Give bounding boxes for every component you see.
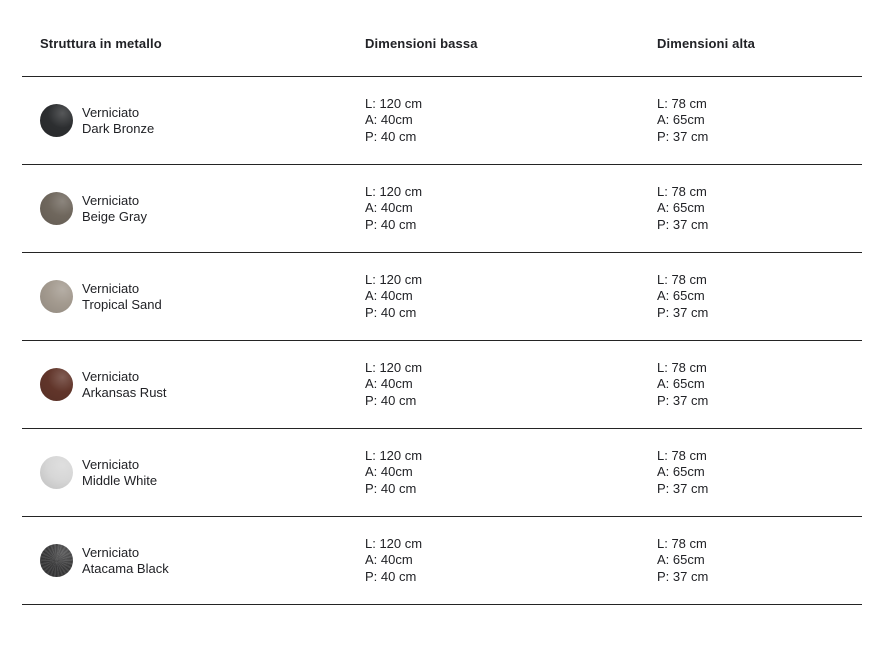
finish-name-line1: Verniciato xyxy=(82,544,140,560)
dimension-length: L: 120 cm xyxy=(365,183,423,199)
dimension-height: A: 65cm xyxy=(657,112,705,128)
dimension-length: L: 78 cm xyxy=(657,95,707,111)
dimension-length: L: 78 cm xyxy=(657,359,707,375)
dimensions-low-cell xyxy=(365,448,657,498)
header-dimensions-low-column: Dimensioni bassa xyxy=(365,35,478,51)
dimension-height: A: 40cm xyxy=(365,376,413,392)
finish-name-line2: Beige Gray xyxy=(82,208,148,224)
dimensions-high-cell xyxy=(657,360,862,410)
header-dimensions-high-column: Dimensioni alta xyxy=(657,35,756,51)
dimension-length: L: 120 cm xyxy=(365,359,423,375)
dimension-depth: P: 40 cm xyxy=(365,216,417,232)
dimension-height: A: 40cm xyxy=(365,112,413,128)
dimension-depth: P: 37 cm xyxy=(657,216,709,232)
dimension-depth: P: 37 cm xyxy=(657,568,709,584)
table-row xyxy=(22,165,862,253)
dimension-height: A: 65cm xyxy=(657,552,705,568)
finish-label xyxy=(82,193,147,225)
finish-label xyxy=(82,457,157,489)
dimensions-low-cell xyxy=(365,272,657,322)
dimension-depth: P: 37 cm xyxy=(657,392,709,408)
dimension-depth: P: 40 cm xyxy=(365,392,417,408)
color-swatch-icon xyxy=(40,192,73,225)
finish-name-line1: Verniciato xyxy=(82,104,140,120)
table-row xyxy=(22,253,862,341)
dimension-height: A: 40cm xyxy=(365,552,413,568)
dimension-height: A: 40cm xyxy=(365,464,413,480)
dimensions-high-cell xyxy=(657,272,862,322)
finish-name-line2: Middle White xyxy=(82,472,158,488)
finish-cell xyxy=(40,280,365,313)
dimension-depth: P: 37 cm xyxy=(657,480,709,496)
finish-cell xyxy=(40,368,365,401)
dimension-depth: P: 37 cm xyxy=(657,128,709,144)
dimension-height: A: 40cm xyxy=(365,288,413,304)
dimensions-low-cell xyxy=(365,184,657,234)
finish-label xyxy=(82,369,167,401)
dimension-length: L: 78 cm xyxy=(657,535,707,551)
dimension-height: A: 65cm xyxy=(657,464,705,480)
finish-name-line2: Atacama Black xyxy=(82,560,169,576)
dimension-length: L: 120 cm xyxy=(365,95,423,111)
color-swatch-icon xyxy=(40,368,73,401)
dimension-height: A: 65cm xyxy=(657,376,705,392)
color-swatch-icon xyxy=(40,544,73,577)
dimensions-high-cell xyxy=(657,184,862,234)
finish-label xyxy=(82,105,154,137)
header-finish-column: Struttura in metallo xyxy=(40,35,162,51)
dimension-length: L: 78 cm xyxy=(657,271,707,287)
dimensions-low-cell xyxy=(365,536,657,586)
dimension-depth: P: 40 cm xyxy=(365,128,417,144)
finish-spec-table xyxy=(22,0,862,605)
finish-name-line2: Tropical Sand xyxy=(82,296,162,312)
finish-name-line2: Dark Bronze xyxy=(82,120,155,136)
table-row xyxy=(22,77,862,165)
finish-cell xyxy=(40,104,365,137)
table-header-row xyxy=(22,0,862,77)
finish-name-line1: Verniciato xyxy=(82,192,140,208)
dimensions-high-cell xyxy=(657,448,862,498)
table-row xyxy=(22,517,862,605)
dimension-depth: P: 37 cm xyxy=(657,304,709,320)
dimension-length: L: 120 cm xyxy=(365,271,423,287)
finish-name-line1: Verniciato xyxy=(82,280,140,296)
finish-cell xyxy=(40,192,365,225)
dimension-depth: P: 40 cm xyxy=(365,568,417,584)
dimension-height: A: 40cm xyxy=(365,200,413,216)
dimension-depth: P: 40 cm xyxy=(365,480,417,496)
color-swatch-icon xyxy=(40,280,73,313)
dimensions-high-cell xyxy=(657,96,862,146)
dimension-length: L: 120 cm xyxy=(365,535,423,551)
dimensions-low-cell xyxy=(365,96,657,146)
dimension-depth: P: 40 cm xyxy=(365,304,417,320)
table-row xyxy=(22,429,862,517)
dimension-height: A: 65cm xyxy=(657,200,705,216)
dimensions-low-cell xyxy=(365,360,657,410)
dimension-length: L: 78 cm xyxy=(657,447,707,463)
dimension-length: L: 120 cm xyxy=(365,447,423,463)
finish-name-line1: Verniciato xyxy=(82,368,140,384)
finish-name-line1: Verniciato xyxy=(82,456,140,472)
dimension-height: A: 65cm xyxy=(657,288,705,304)
table-row xyxy=(22,341,862,429)
color-swatch-icon xyxy=(40,104,73,137)
finish-label xyxy=(82,545,169,577)
table-body xyxy=(22,77,862,605)
dimensions-high-cell xyxy=(657,536,862,586)
dimension-length: L: 78 cm xyxy=(657,183,707,199)
finish-name-line2: Arkansas Rust xyxy=(82,384,167,400)
color-swatch-icon xyxy=(40,456,73,489)
finish-cell xyxy=(40,456,365,489)
finish-cell xyxy=(40,544,365,577)
finish-label xyxy=(82,281,162,313)
